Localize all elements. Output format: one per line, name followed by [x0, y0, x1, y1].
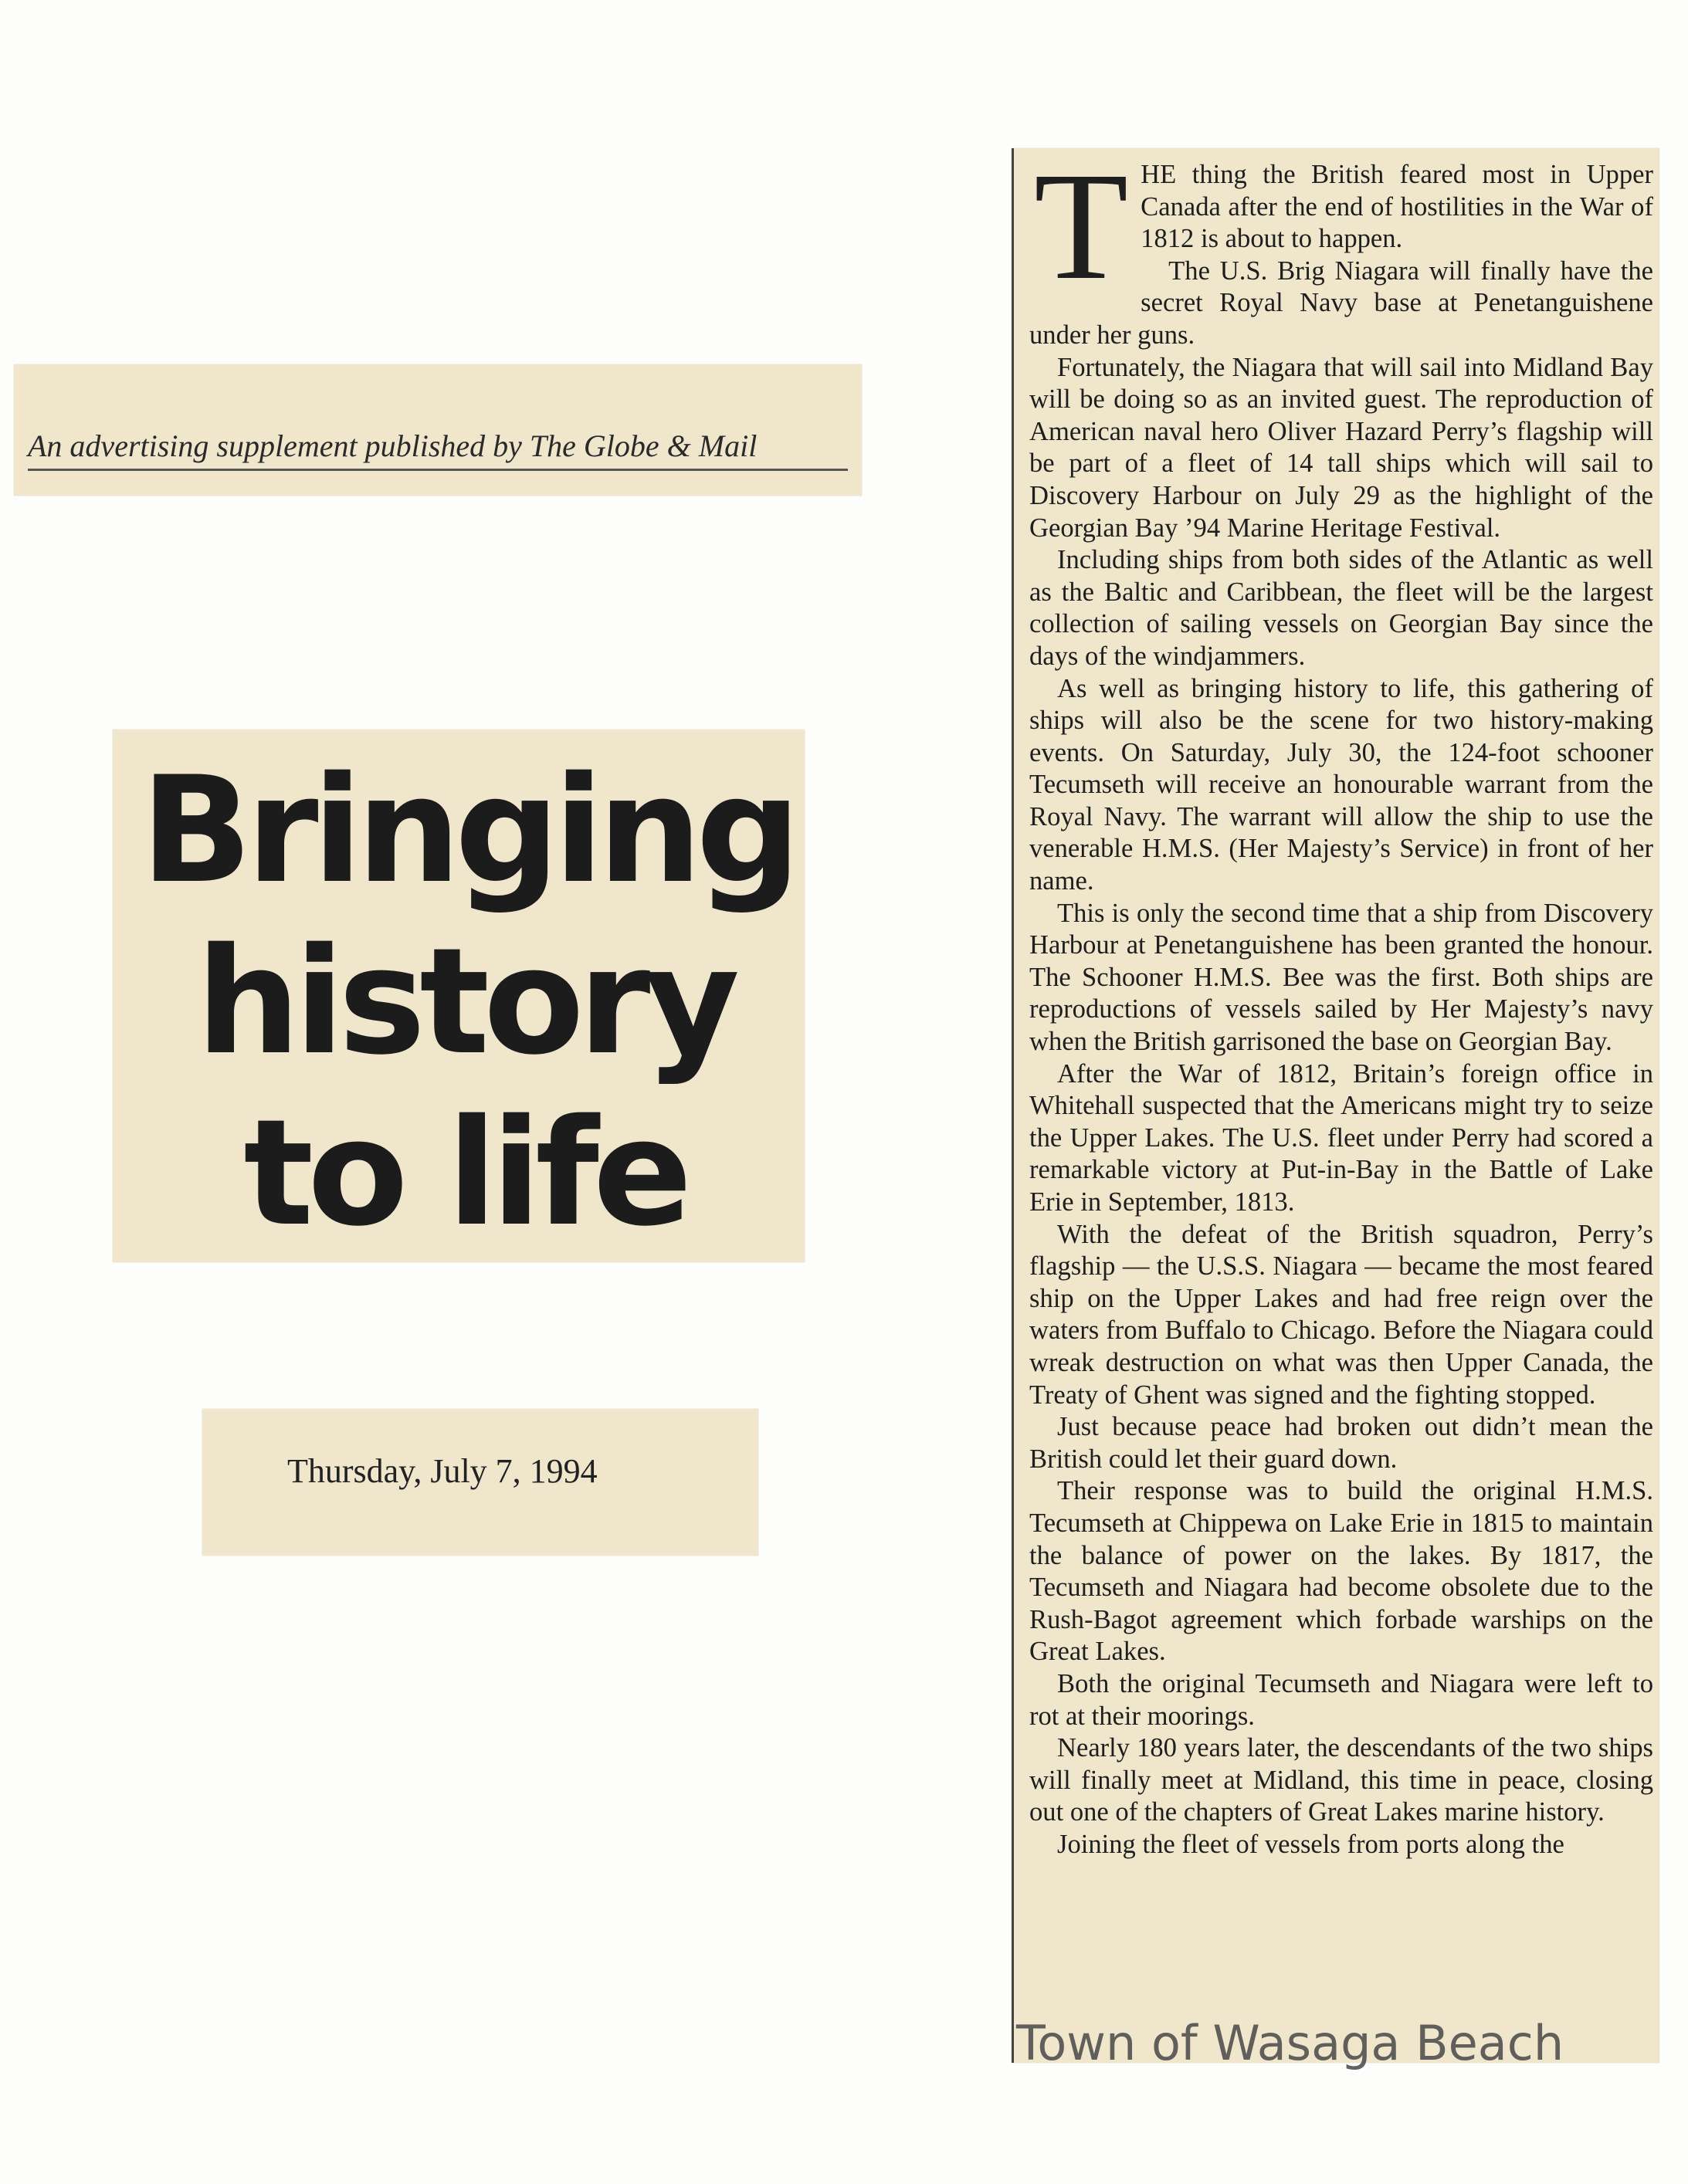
- drop-cap: T: [1034, 141, 1129, 312]
- article-paragraph: Just because peace had broken out didn’t mean the British could let their guard down.: [1029, 1412, 1653, 1474]
- article-paragraph: Both the original Tecumseth and Niagara were left to rot at their moorings.: [1029, 1668, 1653, 1731]
- headline-line-1: Bringing: [141, 745, 795, 916]
- article-paragraph: Joining the fleet of vessels from ports along the: [1057, 1829, 1564, 1859]
- dateline: Thursday, July 7, 1994: [287, 1452, 598, 1490]
- article-clipping: [1012, 141, 1659, 2063]
- article-paragraph: After the War of 1812, Britain’s foreign office in Whitehall suspected that the Americans might try to seize the Upper Lakes. The U.S. fleet under Perry had scored a remarkable victory at Put-in-Bay in the Battle of Lake Erie in September, 1813.: [1029, 1058, 1653, 1217]
- watermark: Town of Wasaga Beach: [1016, 2015, 1564, 2071]
- article-paragraph: With the defeat of the British squadron, Perry’s flagship — the U.S.S. Niagara — became the most feared ship on the Upper Lakes and had free reign over the waters from Buffalo to Chicago. Before the Niagara could wreak destruction on what was then Upper Canada, the Treaty of Ghent was signed and the fighting stopped.: [1029, 1219, 1653, 1410]
- date-clipping: [202, 1409, 758, 1556]
- article-paragraph-text: HE thing the British feared most in Upper Canada after the end of hostilities in the War of 1812 is about to happen.: [1141, 160, 1653, 254]
- article-paragraph: The U.S. Brig Niagara will finally have the secret Royal Navy base at Penetanguishene under her guns.: [1029, 256, 1653, 350]
- headline-line-2: history: [195, 916, 734, 1087]
- supplement-clipping: [14, 364, 862, 496]
- supplement-credit: An advertising supplement published by The Globe & Mail: [28, 428, 848, 471]
- article-paragraph: Their response was to build the original H.M.S. Tecumseth at Chippewa on Lake Erie in 1815 to maintain the balance of power on the lakes. By 1817, the Tecumseth and Niagara had become obsolete due to the Rush-Bagot agreement which forbade warships on the Great Lakes.: [1029, 1476, 1653, 1667]
- article-body: [1029, 141, 1653, 1861]
- article-paragraph: Nearly 180 years later, the descendants of the two ships will finally meet at Midland, this time in peace, closing out one of the chapters of Great Lakes marine history.: [1029, 1733, 1653, 1827]
- article-paragraph: As well as bringing history to life, this gathering of ships will also be the scene for two history-making events. On Saturday, July 30, the 124-foot schooner Tecumseth will receive an honourable warrant from the Royal Navy. The warrant will allow the ship to use the venerable H.M.S. (Her Majesty’s Service) in front of her name.: [1029, 673, 1653, 896]
- article-paragraph: This is only the second time that a ship from Discovery Harbour at Penetanguishene has been granted the honour. The Schooner H.M.S. Bee was the first. Both ships are reproductions of vessels sailed by Her Majesty’s navy when the British garrisoned the base on Georgian Bay.: [1029, 898, 1653, 1057]
- headline-line-3: to life: [243, 1088, 686, 1258]
- headline-clipping: [113, 730, 805, 1262]
- article-paragraph: Including ships from both sides of the Atlantic as well as the Baltic and Caribbean, the fleet will be the largest collection of sailing vessels on Georgian Bay since the days of the windjammers.: [1029, 545, 1653, 671]
- headline: [141, 745, 795, 1259]
- article-paragraph: Fortunately, the Niagara that will sail into Midland Bay will be doing so as an invited guest. The reproduction of American naval hero Oliver Hazard Perry’s flagship will be part of a fleet of 14 tall ships which will sail to Discovery Harbour on July 29 as the highlight of the Georgian Bay ’94 Marine Heritage Festival.: [1029, 352, 1653, 543]
